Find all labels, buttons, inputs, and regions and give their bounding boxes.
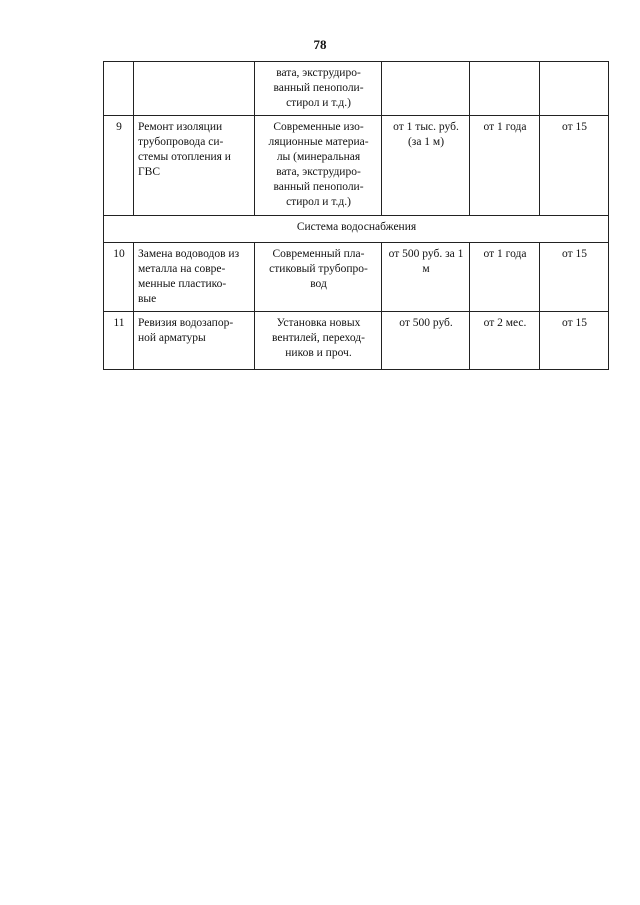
- cell-warranty: от 15: [540, 312, 609, 370]
- work-line: вые: [138, 293, 157, 305]
- table-row-11: [104, 312, 609, 370]
- cost-line: м: [422, 263, 430, 275]
- work-line: Замена водоводов из: [138, 248, 240, 260]
- work-line: стемы отопления и: [138, 151, 231, 163]
- table-row-continued: [104, 62, 609, 116]
- section-title: Система водоснабжения: [104, 216, 609, 243]
- cell-cost: [382, 116, 470, 216]
- materials-line: Установка новых: [276, 317, 361, 329]
- materials-line: ванный пенополи-: [273, 181, 364, 193]
- materials-line: ляционные материа-: [268, 136, 369, 148]
- cell-materials: [255, 116, 382, 216]
- cell-materials: [255, 243, 382, 312]
- cell-cost: [382, 243, 470, 312]
- table-row-9: [104, 116, 609, 216]
- materials-line: Современные изо-: [273, 121, 364, 133]
- materials-line: стиковый трубопро-: [269, 263, 368, 275]
- cell-number: [104, 62, 134, 116]
- cell-cost: [382, 312, 470, 370]
- cost-line: от 500 руб. за 1: [388, 248, 464, 260]
- materials-line: стирол и т.д.): [286, 196, 351, 208]
- cell-number: 11: [104, 312, 134, 370]
- materials-line: лы (минеральная: [276, 151, 361, 163]
- cell-number: 10: [104, 243, 134, 312]
- materials-line: ников и проч.: [285, 347, 352, 359]
- cell-period: [470, 62, 540, 116]
- page-number: 78: [313, 37, 327, 52]
- cell-work: [134, 243, 255, 312]
- work-line: менные пластико-: [138, 278, 227, 290]
- materials-line: вата, экструдиро-: [276, 166, 361, 178]
- table-row-10: [104, 243, 609, 312]
- cost-line: от 500 руб.: [399, 317, 453, 329]
- table-section-row: [104, 216, 609, 243]
- materials-line: вентилей, переход-: [272, 332, 365, 344]
- cell-warranty: [540, 62, 609, 116]
- materials-line: вата, экструдиро-: [276, 67, 361, 79]
- cell-work: [134, 116, 255, 216]
- cell-number: 9: [104, 116, 134, 216]
- cell-period: от 1 года: [470, 243, 540, 312]
- materials-line: стирол и т.д.): [286, 97, 351, 109]
- cell-period: от 2 мес.: [470, 312, 540, 370]
- services-table: [103, 61, 609, 370]
- cell-work: [134, 312, 255, 370]
- cell-materials: [255, 312, 382, 370]
- cost-line: (за 1 м): [407, 136, 445, 148]
- work-line: Ремонт изоляции: [138, 121, 223, 133]
- work-line: ной арматуры: [138, 332, 206, 344]
- cell-work: [134, 62, 255, 116]
- work-line: Ревизия водозапор-: [138, 317, 234, 329]
- materials-line: ванный пенополи-: [273, 82, 364, 94]
- cell-cost: [382, 62, 470, 116]
- cell-warranty: от 15: [540, 243, 609, 312]
- cell-materials: [255, 62, 382, 116]
- work-line: ГВС: [138, 166, 160, 178]
- cell-period: от 1 года: [470, 116, 540, 216]
- work-line: трубопровода си-: [138, 136, 224, 148]
- cell-warranty: от 15: [540, 116, 609, 216]
- cost-line: от 1 тыс. руб.: [393, 121, 459, 133]
- materials-line: вод: [310, 278, 327, 290]
- materials-line: Современный пла-: [272, 248, 365, 260]
- work-line: металла на совре-: [138, 263, 226, 275]
